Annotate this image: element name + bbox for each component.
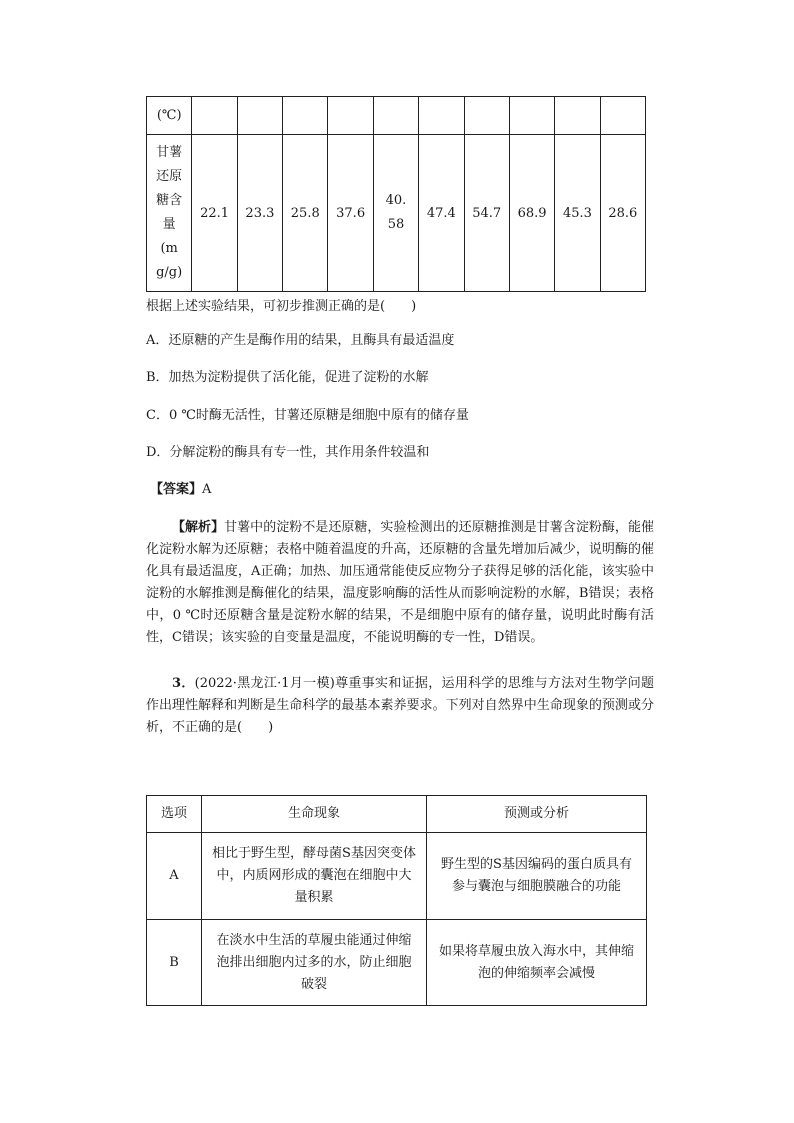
answer-value: A <box>202 482 212 497</box>
value-cell: 22.1 <box>192 135 237 292</box>
phenomenon-cell: 在淡水中生活的草履虫能通过伸缩泡排出细胞内过多的水，防止细胞破裂 <box>202 920 427 1006</box>
analysis-paragraph <box>146 517 654 649</box>
phenomenon-cell: 相比于野生型，酵母菌S基因突变体中，内质网形成的囊泡在细胞中大量积累 <box>202 833 427 920</box>
value-cell: 28.6 <box>600 135 645 292</box>
answer-label: 【答案】 <box>150 482 203 497</box>
question-3 <box>146 673 654 739</box>
option-a: A．还原糖的产生是酶作用的结果，且酶具有最适温度 <box>146 333 455 348</box>
analysis-cell: 野生型的S基因编码的蛋白质具有参与囊泡与细胞膜融合的功能 <box>427 833 647 920</box>
option-c: C．0 ℃时酶无活性，甘薯还原糖是细胞中原有的储存量 <box>146 408 469 423</box>
answer <box>150 479 211 501</box>
value-cell: 54.7 <box>464 135 509 292</box>
table-row <box>147 97 646 135</box>
question-3-stem: (2022·黑龙江·1月一模)尊重事实和证据，运用科学的思维与方法对生物学问题作出理性解释和判断是生命科学的最基本素养要求。下列对自然界中生命现象的预测或分析，不正确的是( ) <box>146 676 655 735</box>
value-cell: 37.6 <box>328 135 373 292</box>
column-header: 预测或分析 <box>427 796 647 833</box>
option-cell: A <box>147 833 202 920</box>
row-label-sugar-content: 甘薯还原糖含量(mg/g) <box>156 145 183 280</box>
table-header-row <box>147 796 647 833</box>
temperature-sugar-table <box>146 96 646 292</box>
analysis-text: 甘薯中的淀粉不是还原糖，实验检测出的还原糖推测是甘薯含淀粉酶，能催化淀粉水解为还原糖；表格中随着温度的升高，还原糖的含量先增加后减少，说明酶的催化具有最适温度，A正确；加热、加压通常能使反应物分子获得足够的活化能，该实验中淀粉的水解推测是酶催化的结果，温度影响酶的活性从而影响淀粉的水解，B错误；表格中，0 ℃时还原糖含量是淀粉水解的结果，不是细胞中原有的储存量，说明此时酶有活性，C错误；该实验的自变量是温度，不能说明酶的专一性，D错误。 <box>146 520 654 645</box>
question-stem: 根据上述实验结果，可初步推测正确的是( ) <box>146 299 417 314</box>
analysis-label: 【解析】 <box>172 520 225 535</box>
table-row <box>147 833 647 920</box>
value-cell: 23.3 <box>237 135 282 292</box>
value-cell: 68.9 <box>509 135 554 292</box>
column-header: 选项 <box>147 796 202 833</box>
phenomenon-analysis-table <box>146 795 647 1006</box>
row-label-temperature: (℃) <box>147 97 192 135</box>
table-row <box>147 920 647 1006</box>
option-d: D．分解淀粉的酶具有专一性，其作用条件较温和 <box>146 445 430 460</box>
value-cell: 40.58 <box>385 193 407 232</box>
question-number: 3． <box>172 676 195 691</box>
value-cell: 25.8 <box>283 135 328 292</box>
option-cell: B <box>147 920 202 1006</box>
value-cell: 47.4 <box>419 135 464 292</box>
option-b: B．加热为淀粉提供了活化能，促进了淀粉的水解 <box>146 370 429 385</box>
analysis-cell: 如果将草履虫放入海水中，其伸缩泡的伸缩频率会减慢 <box>427 920 647 1006</box>
value-cell: 45.3 <box>555 135 600 292</box>
column-header: 生命现象 <box>202 796 427 833</box>
table-row <box>147 135 646 292</box>
